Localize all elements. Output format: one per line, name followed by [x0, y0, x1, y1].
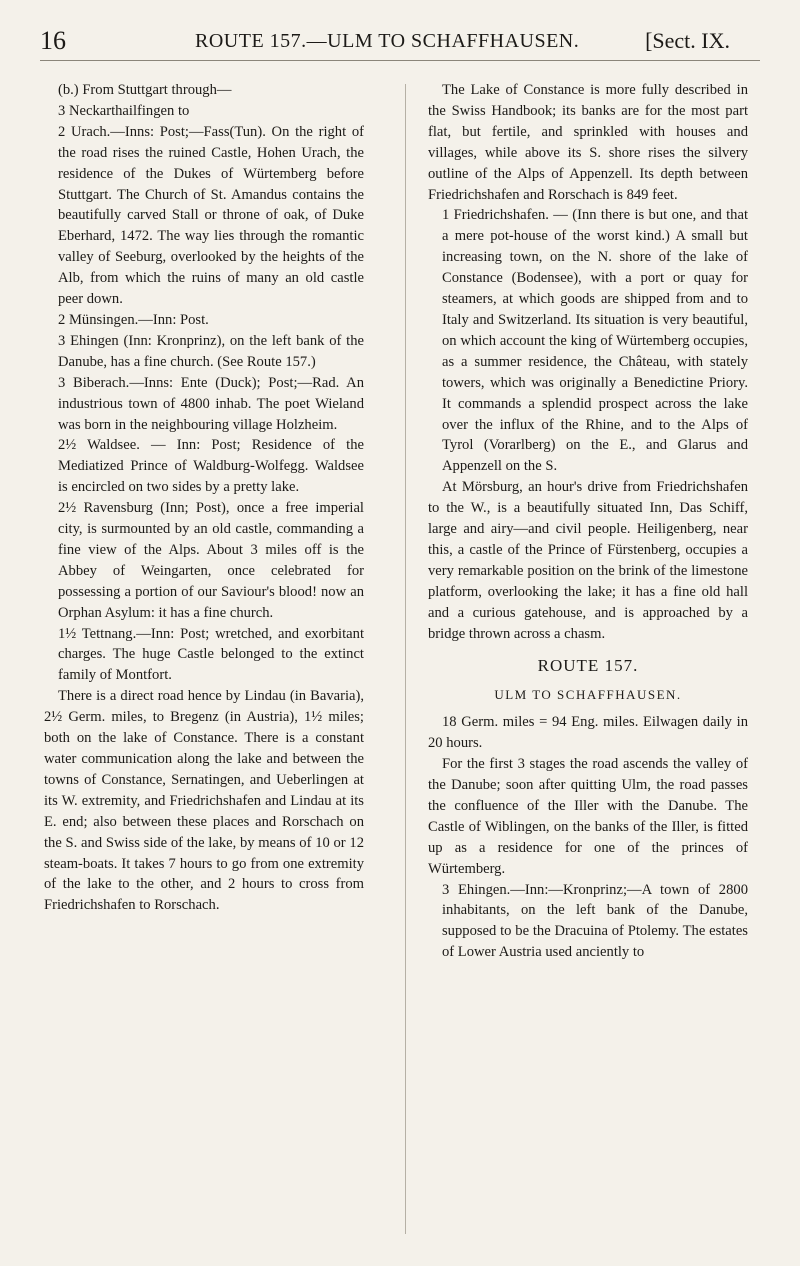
- route-entry: 3 Ehingen (Inn: Kronprinz), on the left bank of the Danube, has a fine church. (See Route 157.): [58, 332, 364, 370]
- paragraph: At Mörsburg, an hour's drive from Friedrichshafen to the W., is a beautifully situated Inn, Das Schiff, large and airy—and civil people. Heiligenberg, near this, a castle of the Prince of Fürstenberg, occupies a very remarkable position on the brink of the limestone platform, overlooking the lake; it has a fine old hall and a curious gatehouse, and is approached by a bridge thrown across a chasm.: [428, 479, 748, 642]
- paragraph: The Lake of Constance is more fully described in the Swiss Handbook; its banks are for the most part flat, but fertile, and sprinkled with houses and villages, while above its S. shore rises the silvery outline of the Alps of Appenzell. Its depth between Friedrichshafen and Rorschach is 849 feet.: [428, 82, 748, 203]
- paragraph: 18 Germ. miles = 94 Eng. miles. Eilwagen daily in 20 hours.: [428, 714, 748, 752]
- route-entry: 3 Biberach.—Inns: Ente (Duck); Post;—Rad. An industrious town of 4800 inhab. The poet Wieland was born in the neighbouring village Holzheim.: [58, 374, 364, 433]
- route-subheading: ULM TO SCHAFFHAUSEN.: [494, 687, 682, 703]
- column-divider: [405, 84, 406, 1234]
- paragraph: For the first 3 stages the road ascends the valley of the Danube; soon after quitting Ulm, the road passes the confluence of the Iller with the Danube. The Castle of Wiblingen, on the banks of the Iller, is fitted up as a residence for one of the princes of Würtemberg.: [428, 756, 748, 877]
- page-header: [40, 26, 760, 61]
- page-number: 16: [40, 26, 66, 55]
- route-entry: 1 Friedrichshafen. — (Inn there is but one, and that a mere pot-house of the worst kind.) A small but increasing town, on the N. shore of the lake of Constance (Bodensee), with a port or quay for steamers, at which goods are shipped from and to Italy and Switzerland. Its situation is very beautiful, on which account the king of Würtemberg occupies, as a summer residence, the Château, with stately towers, which was originally a Benedictine Priory. It commands a splendid prospect across the lake over the influx of the Rhine, and to the Alps of Tyrol (Vorarlberg) on the E., and Glarus and Appenzell on the S.: [442, 207, 748, 475]
- route-entry: 2½ Ravensburg (Inn; Post), once a free imperial city, is surmounted by an old castle, commanding a fine view of the Alps. About 3 miles off is the Abbey of Weingarten, once celebrated for possessing a portion of our Saviour's blood! now an Orphan Asylum: it has a fine church.: [58, 500, 364, 621]
- left-column: [44, 80, 364, 916]
- paragraph: There is a direct road hence by Lindau (in Bavaria), 2½ Germ. miles, to Bregenz (in Austria), 1½ miles; both on the lake of Constance. There is a constant water communication along the lake and between the towns of Constance, Sernatingen, and Ueberlingen at its W. extremity, and Friedrichshafen and Lindau at its E. end; also between these places and Rorschach on the S. and Swiss side of the lake, by means of 10 or 12 steam-boats. It takes 7 hours to go from one extremity of the lake to the other, and 2 hours to cross from Friedrichshafen to Rorschach.: [44, 688, 364, 914]
- route-heading: ROUTE 157.: [537, 656, 639, 676]
- running-head: ROUTE 157.—ULM TO SCHAFFHAUSEN.: [195, 30, 580, 52]
- route-entry: 2 Münsingen.—Inn: Post.: [58, 311, 209, 328]
- route-entry: 2½ Waldsee. — Inn: Post; Residence of the Mediatized Prince of Waldburg-Wolfegg. Waldsee is encircled on two sides by a pretty lake.: [58, 437, 364, 496]
- route-entry: 3 Neckarthailfingen to: [58, 102, 190, 119]
- route-entry: 3 Ehingen.—Inn:—Kronprinz;—A town of 2800 inhabitants, on the left bank of the Danube, supposed to be the Dracuina of Ptolemy. The estates of Lower Austria used anciently to: [442, 881, 748, 961]
- right-column: [428, 80, 748, 963]
- route-entry: 2 Urach.—Inns: Post;—Fass(Tun). On the right of the road rises the ruined Castle, Hohen Urach, the residence of the Dukes of Würtemberg before Stuttgart. The Church of St. Amandus contains the beautifully carved Stall or throne of oak, of Duke Eberhard, 1472. The way lies through the romantic valley of Seeburg, overlooked by the heights of the Alb, from which the ruins of many an old castle peer down.: [58, 123, 364, 308]
- paragraph: (b.) From Stuttgart through—: [58, 82, 232, 98]
- route-entry: 1½ Tettnang.—Inn: Post; wretched, and exorbitant charges. The huge Castle belonged to the extinct family of Montfort.: [58, 625, 364, 684]
- section-reference: [Sect. IX.: [645, 28, 730, 53]
